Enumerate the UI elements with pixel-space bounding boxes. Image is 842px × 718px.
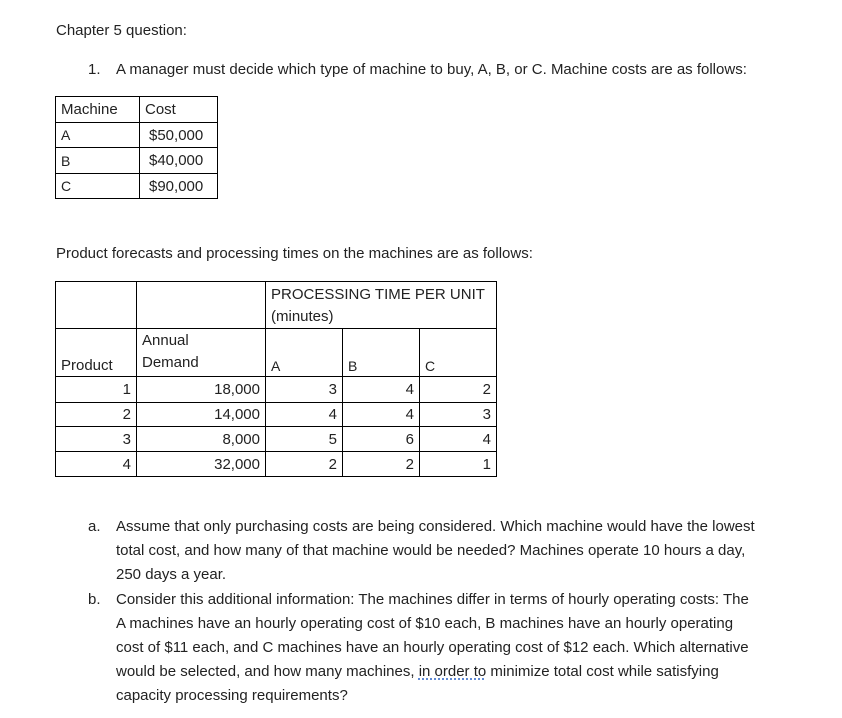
processing-time-header [266, 282, 497, 329]
question-1-text: A manager must decide which type of machine to buy, A, B, or C. Machine costs are as follows: [116, 61, 747, 78]
demand-cell: 18,000 [137, 377, 266, 403]
table-row [56, 377, 497, 403]
part-a-line: 250 days a year. [116, 566, 227, 583]
time-a-cell: 3 [266, 377, 343, 403]
empty-header-cell [137, 282, 266, 329]
part-b-label: b. [88, 591, 101, 608]
demand-cell: 14,000 [137, 403, 266, 427]
time-b-cell: 2 [343, 452, 420, 477]
processing-time-table [55, 281, 497, 477]
machine-cell: A [56, 123, 140, 148]
demand-cell: 32,000 [137, 452, 266, 477]
time-b-cell: 4 [343, 377, 420, 403]
header-product: Product [56, 329, 137, 377]
annual-demand-line1: Annual [142, 332, 189, 349]
table-row [56, 403, 497, 427]
table-header-row [56, 282, 497, 329]
time-a-cell: 2 [266, 452, 343, 477]
machine-cell: B [56, 148, 140, 174]
part-b-line: A machines have an hourly operating cost of $10 each, B machines have an hourly operating [116, 615, 734, 632]
part-b-line: capacity processing requirements? [116, 687, 348, 704]
part-a-line: Assume that only purchasing costs are being considered. Which machine would have the lowest [116, 518, 755, 535]
part-b-line [116, 660, 749, 684]
cost-cell: $40,000 [140, 148, 218, 174]
header-machine-c: C [420, 329, 497, 377]
time-c-cell: 3 [420, 403, 497, 427]
processing-time-header-line2: (minutes) [271, 308, 334, 325]
forecast-intro: Product forecasts and processing times on the machines are as follows: [56, 245, 533, 262]
table-row [56, 452, 497, 477]
table-row [56, 427, 497, 452]
part-a-label: a. [88, 518, 101, 535]
product-cell: 2 [56, 403, 137, 427]
product-cell: 3 [56, 427, 137, 452]
cost-cell: $90,000 [140, 174, 218, 199]
time-a-cell: 4 [266, 403, 343, 427]
product-cell: 1 [56, 377, 137, 403]
demand-cell: 8,000 [137, 427, 266, 452]
product-cell: 4 [56, 452, 137, 477]
time-b-cell: 6 [343, 427, 420, 452]
machine-cell: C [56, 174, 140, 199]
header-machine: Machine [56, 97, 140, 123]
time-c-cell: 2 [420, 377, 497, 403]
empty-header-cell [56, 282, 137, 329]
header-machine-b: B [343, 329, 420, 377]
part-a-line: total cost, and how many of that machine would be needed? Machines operate 10 hours a day, [116, 542, 746, 559]
table-row [56, 174, 218, 199]
processing-time-header-line1: PROCESSING TIME PER UNIT [271, 286, 485, 303]
question-1-number: 1. [88, 61, 101, 78]
part-b-line4-end: minimize total cost while satisfying [486, 663, 719, 680]
header-annual-demand [137, 329, 266, 377]
grammar-flagged-phrase: in order to [418, 663, 487, 680]
time-c-cell: 4 [420, 427, 497, 452]
table-header-row [56, 329, 497, 377]
table-header-row [56, 97, 218, 123]
machine-cost-table [55, 96, 218, 199]
cost-cell: $50,000 [140, 123, 218, 148]
header-machine-a: A [266, 329, 343, 377]
table-row [56, 148, 218, 174]
part-b-text [116, 588, 749, 708]
header-cost: Cost [140, 97, 218, 123]
annual-demand-line2: Demand [142, 354, 199, 371]
part-b-line: Consider this additional information: The machines differ in terms of hourly operating costs: The [116, 591, 749, 608]
time-c-cell: 1 [420, 452, 497, 477]
time-a-cell: 5 [266, 427, 343, 452]
time-b-cell: 4 [343, 403, 420, 427]
table-row [56, 123, 218, 148]
part-b-line: cost of $11 each, and C machines have an hourly operating cost of $12 each. Which alternative [116, 639, 749, 656]
part-b-line4-start: would be selected, and how many machines, [116, 663, 419, 680]
part-a-text [116, 515, 755, 587]
chapter-heading: Chapter 5 question: [56, 22, 187, 39]
